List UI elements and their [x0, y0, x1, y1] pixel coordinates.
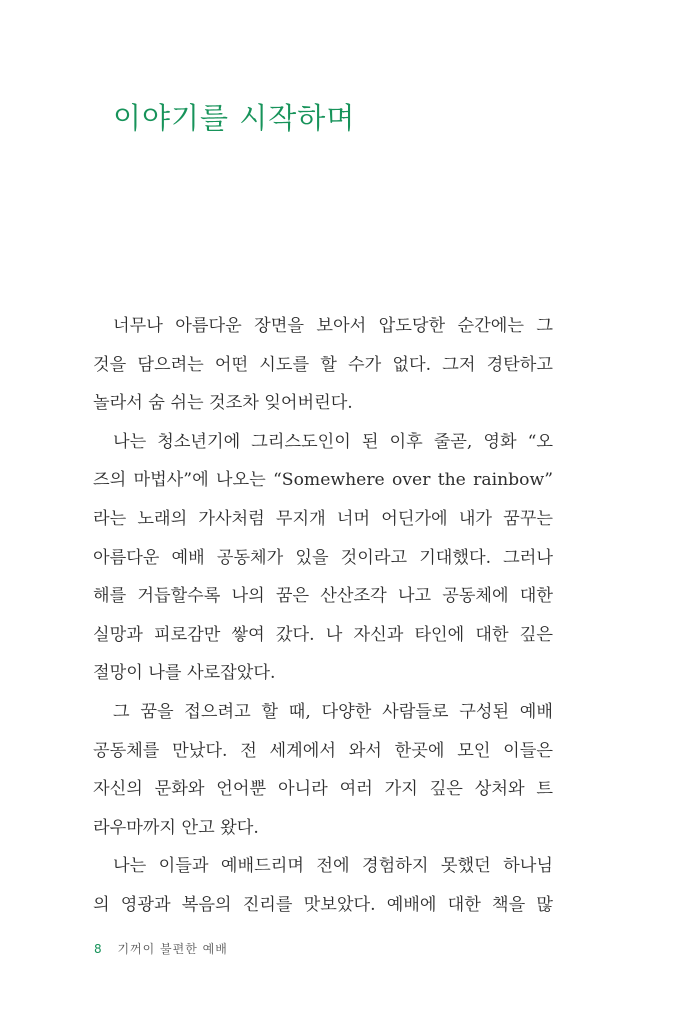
- body-line: 즈의 마법사”에 나오는 “Somewhere over the rainbow”: [93, 470, 553, 491]
- body-line: 의 영광과 복음의 진리를 맛보았다. 예배에 대한 책을 많: [93, 894, 553, 915]
- body-line: 놀라서 숨 쉬는 것조차 잊어버린다.: [93, 393, 353, 414]
- body-line: 자신의 문화와 언어뿐 아니라 여러 가지 깊은 상처와 트: [93, 779, 553, 800]
- body-line: 것을 담으려는 어떤 시도를 할 수가 없다. 그저 경탄하고: [93, 354, 553, 375]
- body-line: 그 꿈을 접으려고 할 때, 다양한 사람들로 구성된 예배: [113, 701, 553, 722]
- body-line: 너무나 아름다운 장면을 보아서 압도당한 순간에는 그: [113, 316, 553, 336]
- body-line: 나는 이들과 예배드리며 전에 경험하지 못했던 하나님: [113, 856, 553, 877]
- body-line: 아름다운 예배 공동체가 있을 것이라고 기대했다. 그러나: [93, 547, 553, 568]
- body-line: 해를 거듭할수록 나의 꿈은 산산조각 나고 공동체에 대한: [93, 586, 553, 607]
- body-line: 라는 노래의 가사처럼 무지개 너머 어딘가에 내가 꿈꾸는: [93, 508, 553, 529]
- body-text: [93, 307, 553, 925]
- page-footer: [94, 940, 228, 957]
- body-line: 나는 청소년기에 그리스도인이 된 이후 줄곧, 영화 “오: [113, 431, 553, 452]
- body-line: 공동체를 만났다. 전 세계에서 와서 한곳에 모인 이들은: [93, 740, 553, 761]
- running-book-title: 기꺼이 불편한 예배: [117, 942, 228, 956]
- body-line: 절망이 나를 사로잡았다.: [93, 663, 276, 684]
- chapter-title: 이야기를 시작하며: [113, 101, 356, 135]
- body-line: 라우마까지 안고 왔다.: [93, 817, 259, 838]
- body-line: 실망과 피로감만 쌓여 갔다. 나 자신과 타인에 대한 깊은: [93, 624, 553, 645]
- page-number: 8: [94, 942, 102, 956]
